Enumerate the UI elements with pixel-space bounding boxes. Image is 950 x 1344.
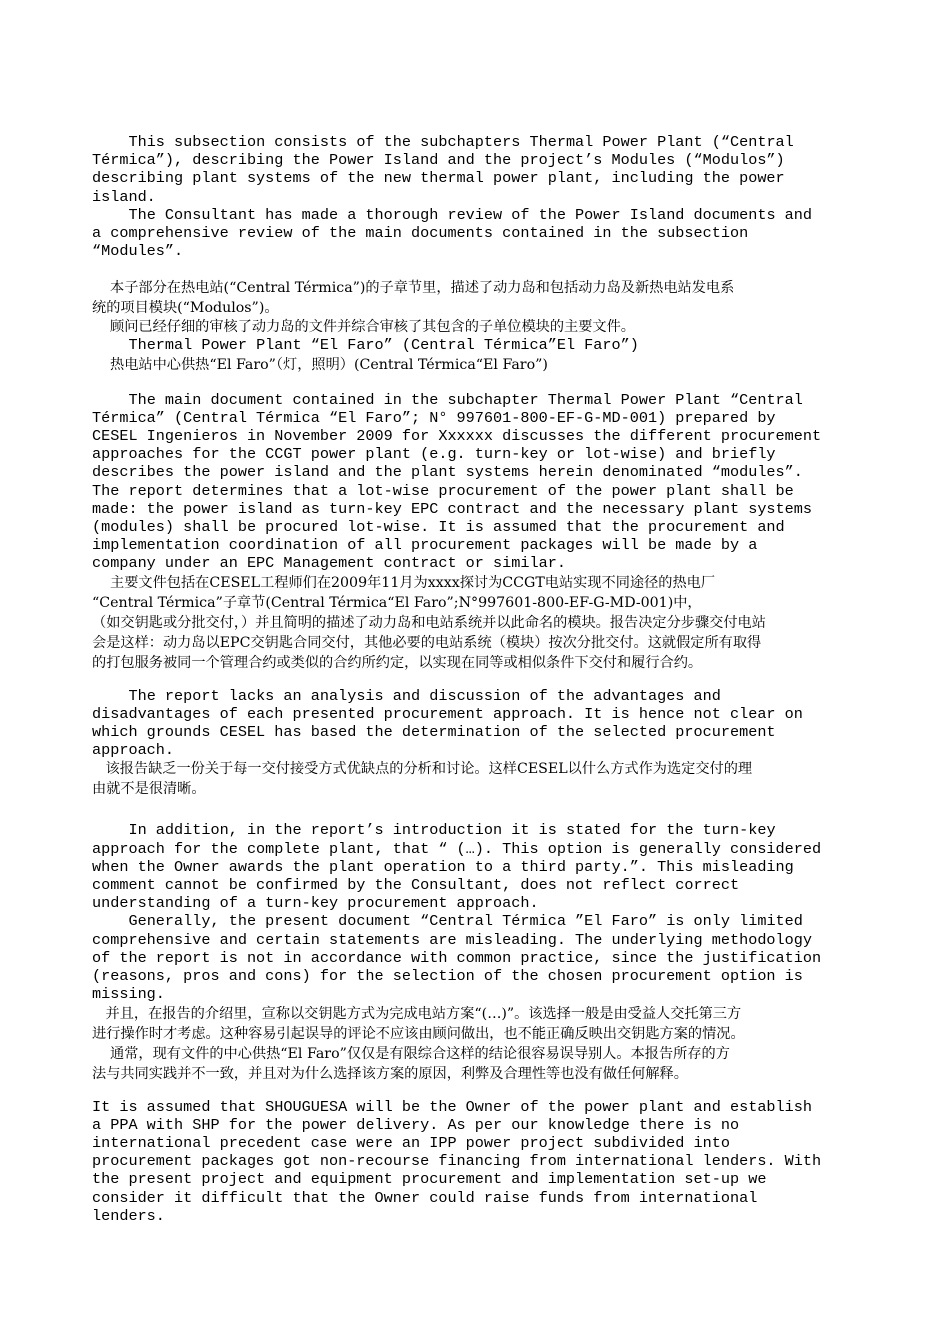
spacer	[92, 1084, 862, 1098]
document-page	[92, 133, 862, 1225]
paragraph-intro: This subsection consists of the subchapters Thermal Power Plant (“Central Térmica”), describing the Power Island and the project’s Modules (“Modulos”) describing plant systems of the new thermal power plant, including the power island.	[92, 133, 794, 206]
paragraph-intro-cn: 本子部分在热电站(“Central Térmica”)的子章节里，描述了动力岛和包括动力岛及新热电站发电系 统的项目模块(“Modulos”)。	[92, 280, 735, 317]
spacer	[92, 799, 862, 821]
paragraph-turn-key: In addition, in the report’s introduction it is stated for the turn-key approach for the complete plant, that “ (…). This option is generally considered when the Owner awards the plant operation to a third party.”. This misleading comment cannot be confirmed by the Consultant, does not reflect correct understanding of a turn-key procurement approach.	[92, 821, 822, 913]
paragraph-turn-key-cn: 并且，在报告的介绍里，宣称以交钥匙方式为完成电站方案“(…)”。该选择一般是由受益人交托第三方 进行操作时才考虑。这种容易引起误导的评论不应该由顾问做出，也不能正确反映出交钥匙方案的情况。	[92, 1005, 745, 1042]
paragraph-main-document-cn: 主要文件包括在CESEL工程师们在2009年11月为xxxx探讨为CCGT电站实现不同途径的热电厂 “Central Térmica”子章节(Central Térmica“El Faro”;N°997601-800-EF-G-MD-001)中， （如交钥匙或分批交付，）并且简明的描述了动力岛和电站系统并以此命名的模块。报告决定分步骤交付电站 会是这样：动力岛以EPC交钥匙合同交付，其他必要的电站系统（模块）按次分批交付。这就假定所有取得 的打包服务被同一个管理合约或类似的合约所约定，以实现在同等或相似条件下交付和履行合约。	[92, 574, 766, 671]
paragraph-lacks-analysis-cn: 该报告缺乏一份关于每一交付接受方式优缺点的分析和讨论。这样CESEL以什么方式作为选定交付的理 由就不是很清晰。	[92, 761, 753, 798]
paragraph-review: The Consultant has made a thorough review of the Power Island documents and a comprehensive review of the main documents contained in the subsection “Modules”.	[92, 205, 813, 261]
section-heading: Thermal Power Plant “El Faro” (Central Térmica”El Faro”)	[92, 336, 639, 355]
paragraph-financing: It is assumed that SHOUGUESA will be the Owner of the power plant and establish a PPA with SHP for the power delivery. As per our knowledge there is no international precedent case were an IPP power project subdivided into procurement packages got non-recourse financing from international lenders. With the present project and equipment procurement and implementation set-up we consider it difficult that the Owner could raise funds from international lenders.	[92, 1097, 822, 1225]
spacer	[92, 375, 862, 391]
paragraph-generally: Generally, the present document “Central Térmica ”El Faro” is only limited comprehensive and certain statements are misleading. The underlying methodology of the report is not in accordance with common practice, since the justification (reasons, pros and cons) for the selection of the chosen procurement option is missing.	[92, 912, 822, 1004]
paragraph-main-document: The main document contained in the subchapter Thermal Power Plant “Central Térmica” (Central Térmica “El Faro”; N° 997601-800-EF-G-MD-001) prepared by CESEL Ingenieros in November 2009 for Xxxxxx discusses the different procurement approaches for the CCGT power plant (e.g. turn-key or lot-wise) and briefly describes the power island and the plant systems herein denominated “modules”. The report determines that a lot-wise procurement of the power plant shall be made: the power island as turn-key EPC contract and the necessary plant systems (modules) shall be procured lot-wise. It is assumed that the procurement and implementation coordination of all procurement packages will be made by a company under an EPC Management contract or similar.	[92, 390, 822, 573]
paragraph-generally-cn: 通常，现有文件的中心供热“El Faro”仅仅是有限综合这样的结论很容易误导别人。本报告所存的方 法与共同实践并不一致，并且对为什么选择该方案的原因，利弊及合理性等也没有做任何解释。	[92, 1045, 730, 1082]
spacer	[92, 260, 862, 278]
paragraph-review-cn: 顾问已经仔细的审核了动力岛的文件并综合审核了其包含的子单位模块的主要文件。	[92, 319, 635, 336]
spacer	[92, 673, 862, 687]
section-heading-cn: 热电站中心供热“El Faro”（灯，照明）(Central Térmica“El Faro”)	[92, 356, 548, 373]
paragraph-lacks-analysis: The report lacks an analysis and discussion of the advantages and disadvantages of each presented procurement approach. It is hence not clear on which grounds CESEL has based the determination of the selected procurement approach.	[92, 686, 803, 760]
